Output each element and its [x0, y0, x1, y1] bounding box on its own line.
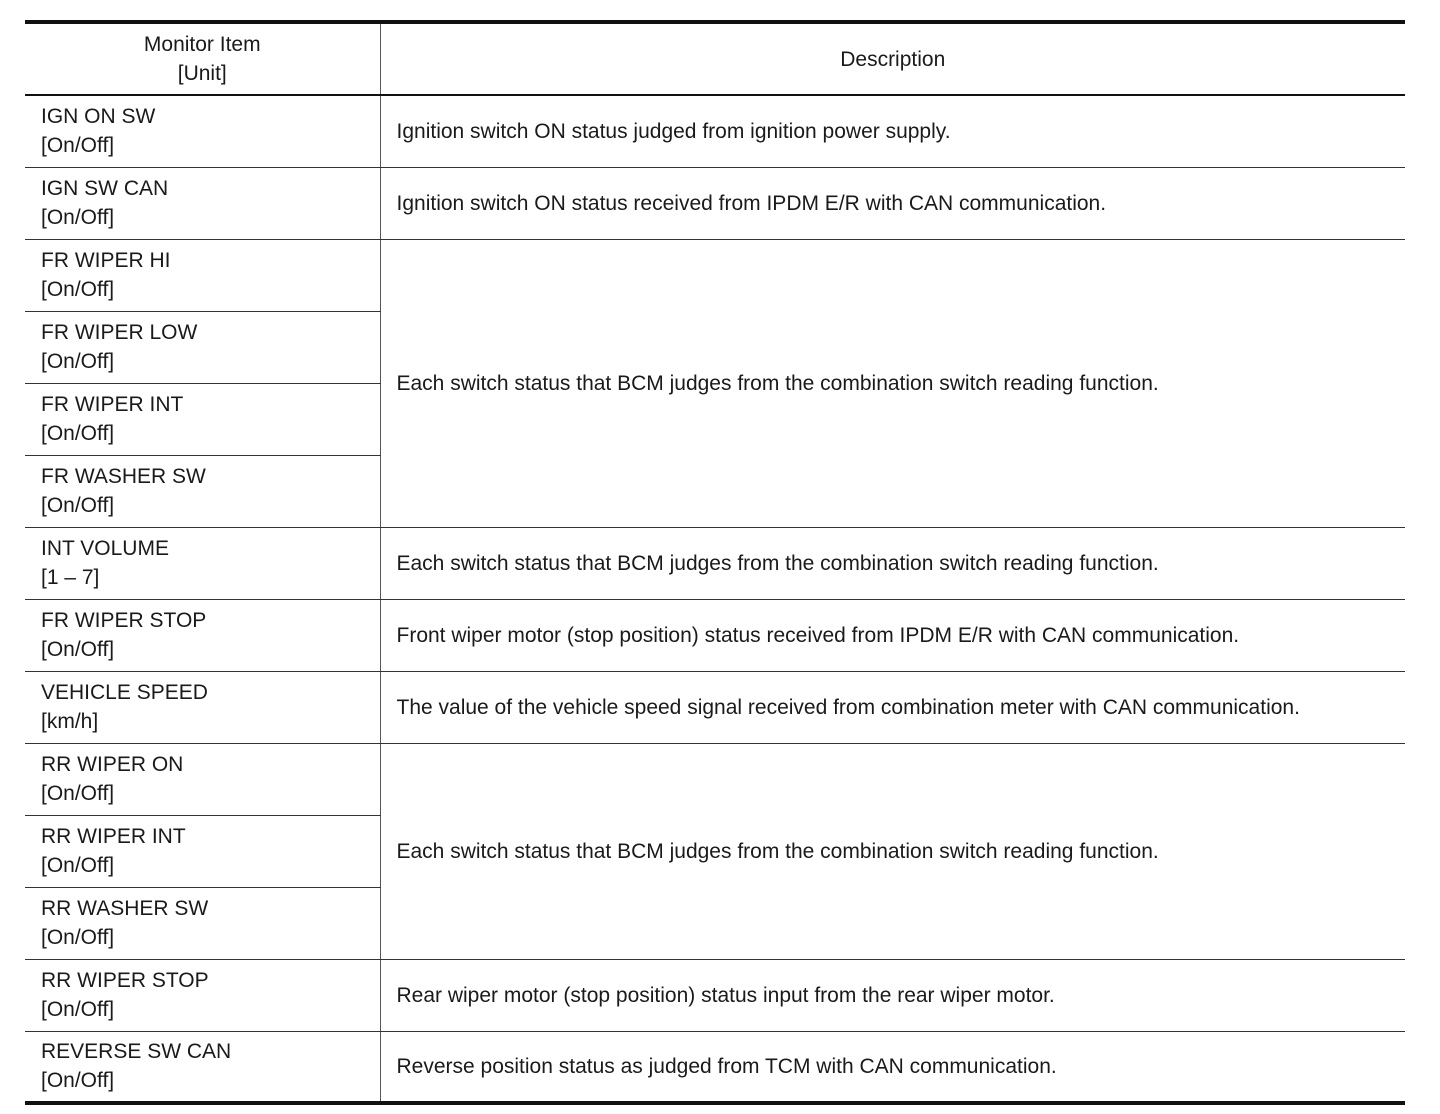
item-unit: [On/Off] — [41, 854, 115, 877]
monitor-item-cell — [25, 239, 380, 311]
monitor-item-cell — [25, 95, 380, 167]
description-cell: Rear wiper motor (stop position) status input from the rear wiper motor. — [380, 959, 1405, 1031]
description-cell: Each switch status that BCM judges from the combination switch reading function. — [380, 743, 1405, 959]
item-unit: [On/Off] — [41, 998, 115, 1021]
table-row — [25, 959, 1405, 1031]
item-unit: [km/h] — [41, 710, 99, 733]
item-name: RR WIPER INT — [41, 825, 186, 848]
table-row — [25, 743, 1405, 815]
monitor-item-cell — [25, 743, 380, 815]
description-cell: The value of the vehicle speed signal received from combination meter with CAN communication. — [380, 671, 1405, 743]
header-monitor-item — [25, 22, 380, 95]
item-name: RR WIPER ON — [41, 753, 184, 776]
monitor-item-cell — [25, 455, 380, 527]
item-name: FR WIPER HI — [41, 249, 171, 272]
header-unit-label: [Unit] — [177, 62, 227, 85]
description-cell: Ignition switch ON status judged from ignition power supply. — [380, 95, 1405, 167]
item-unit: [On/Off] — [41, 350, 115, 373]
monitor-item-cell — [25, 959, 380, 1031]
monitor-item-cell — [25, 599, 380, 671]
item-name: RR WIPER STOP — [41, 969, 209, 992]
item-unit: [1 – 7] — [41, 566, 100, 589]
item-name: IGN SW CAN — [41, 177, 169, 200]
description-cell: Ignition switch ON status received from IPDM E/R with CAN communication. — [380, 167, 1405, 239]
description-cell: Front wiper motor (stop position) status received from IPDM E/R with CAN communication. — [380, 599, 1405, 671]
item-name: FR WASHER SW — [41, 465, 206, 488]
header-description: Description — [380, 22, 1405, 95]
item-name: FR WIPER INT — [41, 393, 184, 416]
item-unit: [On/Off] — [41, 782, 115, 805]
item-unit: [On/Off] — [41, 206, 115, 229]
monitor-item-cell — [25, 167, 380, 239]
description-cell: Reverse position status as judged from TCM with CAN communication. — [396, 1054, 1057, 1078]
monitor-item-table — [25, 20, 1405, 1105]
monitor-item-cell — [25, 311, 380, 383]
monitor-item-cell — [25, 383, 380, 455]
table-row — [25, 239, 1405, 311]
item-name: REVERSE SW CAN — [41, 1040, 232, 1064]
header-monitor-item-label: Monitor Item — [143, 33, 261, 56]
item-name: INT VOLUME — [41, 537, 169, 560]
item-name: VEHICLE SPEED — [41, 681, 208, 704]
item-unit: [On/Off] — [41, 278, 115, 301]
table-row — [25, 1031, 1405, 1103]
item-unit: [On/Off] — [41, 494, 115, 517]
description-cell: Each switch status that BCM judges from the combination switch reading function. — [380, 527, 1405, 599]
item-unit: [On/Off] — [41, 422, 115, 445]
item-unit: [On/Off] — [41, 926, 115, 949]
item-name: RR WASHER SW — [41, 897, 209, 920]
item-name: IGN ON SW — [41, 105, 156, 129]
monitor-item-cell — [25, 815, 380, 887]
table-row — [25, 671, 1405, 743]
monitor-item-cell — [25, 1031, 380, 1103]
monitor-item-cell — [25, 887, 380, 959]
table-row — [25, 95, 1405, 167]
item-name: FR WIPER STOP — [41, 609, 207, 632]
description-cell: Each switch status that BCM judges from the combination switch reading function. — [380, 239, 1405, 527]
header-row — [25, 22, 1405, 95]
item-unit: [On/Off] — [41, 638, 115, 661]
monitor-item-cell — [25, 671, 380, 743]
monitor-item-cell — [25, 527, 380, 599]
table-row — [25, 599, 1405, 671]
table-row — [25, 167, 1405, 239]
table-row — [25, 527, 1405, 599]
item-name: FR WIPER LOW — [41, 321, 198, 344]
item-unit: [On/Off] — [41, 1069, 115, 1093]
item-unit: [On/Off] — [41, 134, 115, 158]
